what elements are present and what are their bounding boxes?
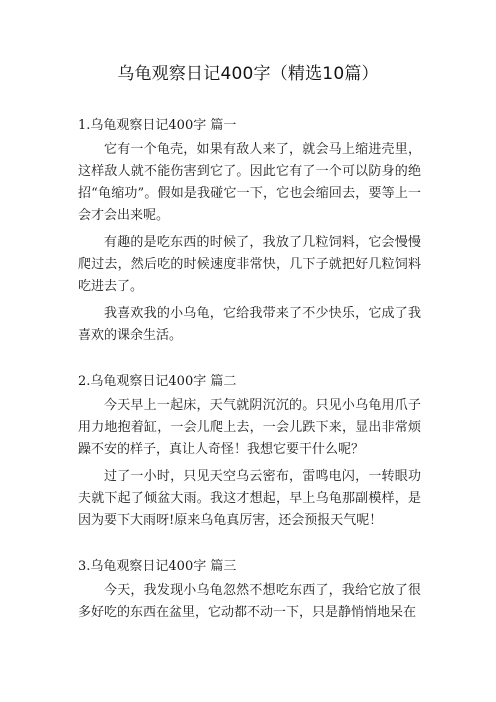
section-3 — [78, 556, 421, 624]
paragraph: 过了一小时，只见天空乌云密布，雷鸣电闪，一转眼功夫就下起了倾盆大雨。我这才想起，早上乌龟那副模样，是因为要下大雨呀!原来乌龟真厉害，还会预报天气呢！ — [78, 469, 421, 528]
paragraph: 今天，我发现小乌龟忽然不想吃东西了，我给它放了很多好吃的东西在盆里，它动都不动一下，只是静悄悄地呆在 — [78, 583, 421, 620]
section-heading: 3.乌龟观察日记400字 篇三 — [78, 559, 237, 574]
section-heading: 2.乌龟观察日记400字 篇二 — [78, 374, 237, 389]
paragraph: 它有一个龟壳，如果有敌人来了，就会马上缩进壳里，这样敌人就不能伤害到它了。因此它有了一个可以防身的绝招“龟缩功”。假如是我碰它一下，它也会缩回去，要等上一会才会出来呢。 — [78, 142, 421, 223]
paragraph: 我喜欢我的小乌龟，它给我带来了不少快乐，它成了我喜欢的课余生活。 — [78, 306, 421, 343]
section-heading: 1.乌龟观察日记400字 篇一 — [78, 118, 237, 133]
section-2 — [78, 371, 421, 532]
paragraph: 有趣的是吃东西的时候了，我放了几粒饲料，它会慢慢爬过去，然后吃的时候速度非常快，几下子就把好几粒饲料吃进去了。 — [78, 235, 421, 294]
section-1 — [78, 115, 421, 347]
paragraph: 今天早上一起床，天气就阴沉沉的。只见小乌龟用爪子用力地抱着缸，一会儿爬上去，一会儿跌下来，显出非常烦躁不安的样子，真让人奇怪！我想它要干什么呢？ — [78, 398, 421, 457]
document-title: 乌龟观察日记400字（精选10篇） — [117, 64, 379, 84]
document-body — [78, 115, 421, 648]
